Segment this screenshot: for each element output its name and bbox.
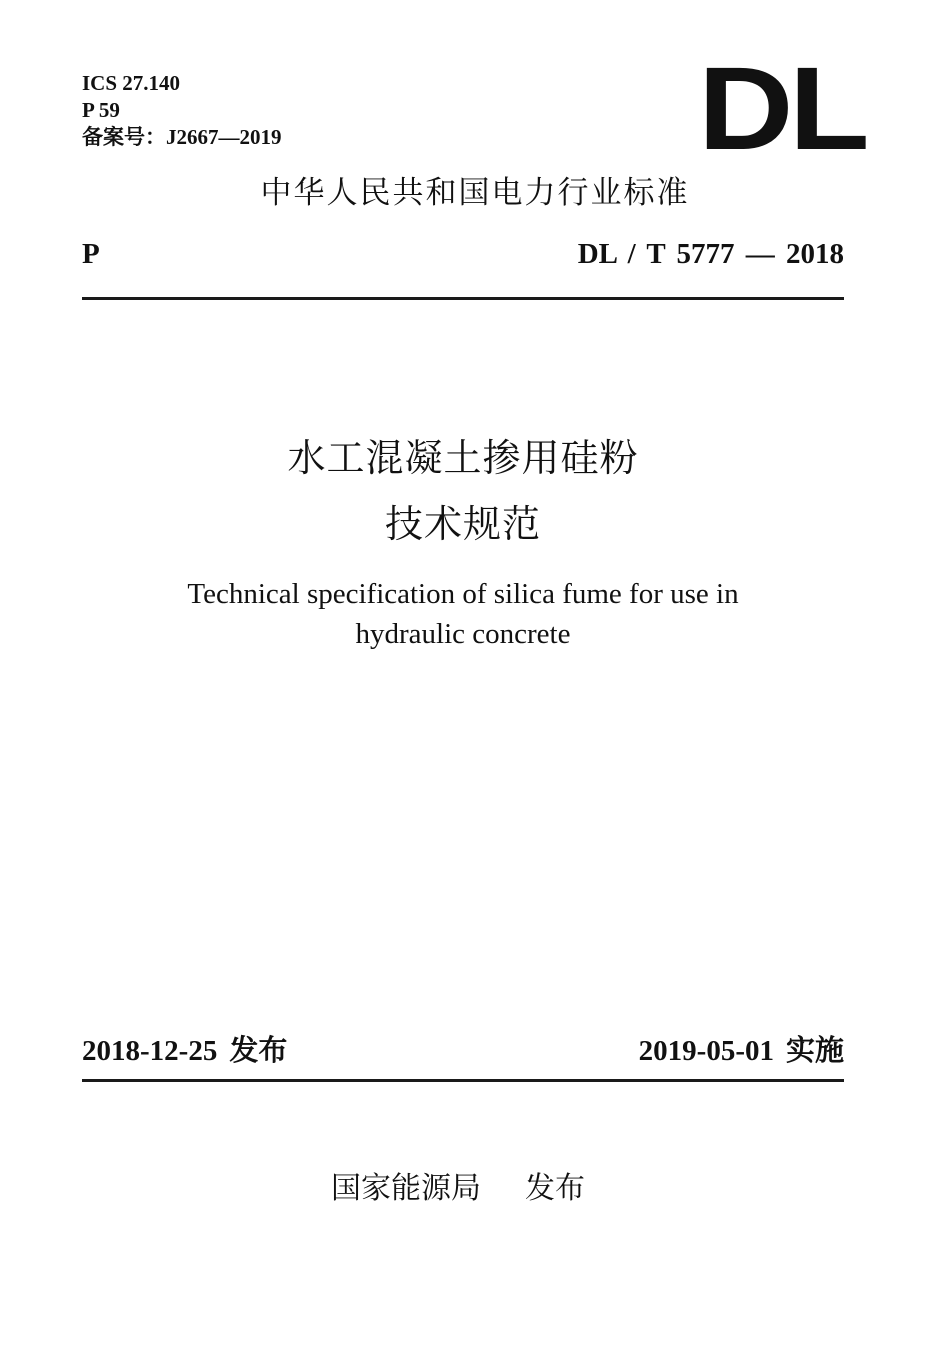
- ics-code: ICS 27.140: [82, 71, 181, 95]
- publisher-name: 国家能源局: [331, 1171, 481, 1206]
- record-number: 备案号：J2667—2019: [82, 125, 282, 149]
- implementation-date: [639, 1031, 844, 1070]
- publisher-label: 发布: [525, 1171, 585, 1206]
- category-code: P: [82, 238, 100, 270]
- implementation-date-value: 2019-05-01: [638, 1035, 774, 1067]
- implementation-date-label: 实施: [785, 1033, 844, 1067]
- title-en-line-2: hydraulic concrete: [355, 618, 571, 650]
- industry-standard-heading: 中华人民共和国电力行业标准: [260, 175, 690, 211]
- title-cn-line-2: 技术规范: [384, 502, 541, 546]
- standard-number: DL / T 5777 — 2018: [577, 238, 844, 270]
- publisher-line: [331, 1169, 585, 1209]
- top-divider: [82, 297, 844, 300]
- title-cn-line-1: 水工混凝土掺用硅粉: [287, 436, 639, 480]
- ccs-code: P 59: [82, 98, 120, 122]
- issue-date-label: 发布: [229, 1033, 288, 1067]
- dl-logo: DL: [698, 43, 866, 175]
- issue-date: [82, 1031, 287, 1070]
- issue-date-value: 2018-12-25: [82, 1035, 218, 1067]
- bottom-divider: [82, 1079, 844, 1082]
- title-en-line-1: Technical specification of silica fume for use in: [187, 578, 739, 610]
